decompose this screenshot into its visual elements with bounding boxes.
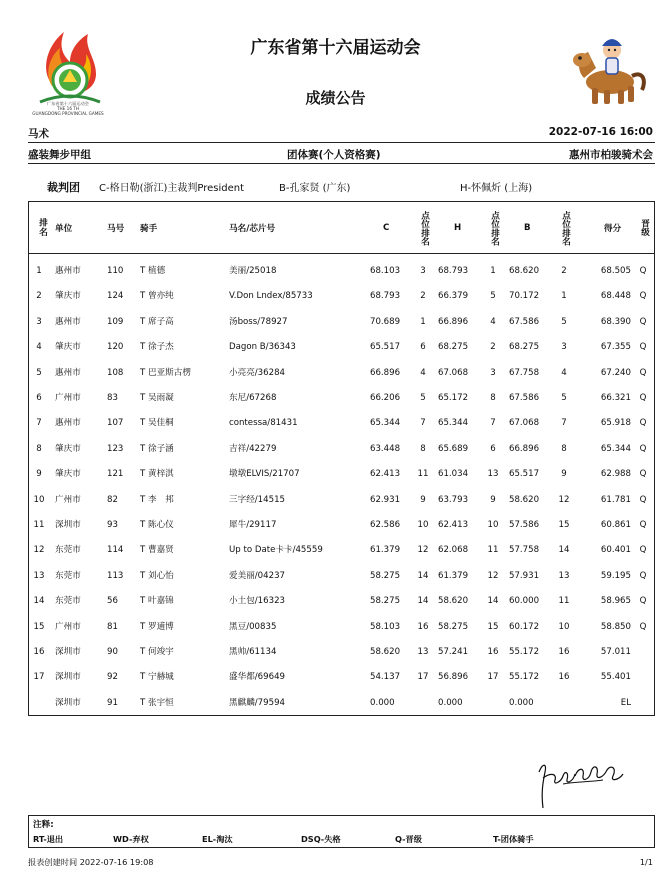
qualified-cell: Q bbox=[639, 367, 647, 378]
note-item: T-团体骑手 bbox=[493, 834, 534, 844]
page-title: 广东省第十六届运动会 bbox=[250, 38, 421, 58]
table-row bbox=[29, 691, 654, 716]
total-score-cell: 61.781 bbox=[600, 494, 631, 505]
table-row bbox=[29, 411, 654, 436]
c-score-cell: 58.620 bbox=[370, 647, 401, 657]
total-score-cell: 66.321 bbox=[600, 393, 631, 403]
c-rank-cell: 14 bbox=[417, 596, 429, 607]
c-score-cell: 62.413 bbox=[370, 469, 401, 480]
b-rank-cell: 16 bbox=[558, 672, 570, 683]
h-rank-cell: 10 bbox=[487, 520, 499, 530]
rider-cell: T 徐子涵 bbox=[140, 443, 174, 454]
page-subtitle: 成绩公告 bbox=[305, 89, 366, 107]
qualified-cell: Q bbox=[639, 316, 647, 327]
h-rank-cell: 16 bbox=[487, 647, 499, 657]
horse-no-cell: 107 bbox=[107, 418, 124, 429]
table-row bbox=[29, 386, 654, 411]
table-row bbox=[29, 462, 654, 487]
c-score-cell: 68.793 bbox=[370, 291, 401, 302]
c-rank-cell: 14 bbox=[417, 570, 429, 581]
h-score-cell: 56.896 bbox=[438, 672, 469, 683]
horse-no-cell: 124 bbox=[107, 291, 124, 302]
total-score-cell: 68.390 bbox=[600, 316, 631, 327]
b-score-cell: 67.586 bbox=[509, 393, 540, 403]
rank-cell: 14 bbox=[33, 596, 45, 607]
qualified-cell: Q bbox=[639, 621, 647, 632]
horse-no-cell: 83 bbox=[107, 393, 118, 403]
table-row bbox=[29, 284, 654, 309]
h-rank-cell: 1 bbox=[490, 266, 496, 276]
h-rank-cell: 11 bbox=[487, 545, 499, 556]
unit-cell: 惠州市 bbox=[55, 316, 81, 327]
qualified-cell bbox=[636, 640, 650, 665]
horse-no-cell: 90 bbox=[107, 647, 118, 657]
b-rank-cell: 5 bbox=[561, 316, 567, 327]
judge-b: B-孔家贤 (广东) bbox=[279, 183, 351, 194]
h-score-cell: 65.344 bbox=[438, 418, 469, 429]
total-score-cell: 57.011 bbox=[600, 647, 631, 657]
h-rank-cell: 6 bbox=[490, 443, 496, 454]
c-score-cell: 62.586 bbox=[370, 520, 401, 530]
qualified-cell bbox=[636, 665, 650, 690]
c-rank-cell: 16 bbox=[417, 621, 429, 632]
header-rank: 排名 bbox=[37, 218, 48, 238]
horse-cell: 黑麒麟/79594 bbox=[229, 697, 286, 708]
c-rank-cell: 2 bbox=[420, 291, 426, 302]
horse-cell: contessa/81431 bbox=[229, 418, 298, 429]
c-rank-cell: 13 bbox=[417, 647, 429, 657]
unit-cell: 东莞市 bbox=[55, 570, 81, 581]
c-rank-cell: 1 bbox=[420, 316, 426, 327]
b-score-cell: 65.517 bbox=[509, 469, 540, 480]
b-score-cell: 60.172 bbox=[509, 621, 540, 632]
results-table bbox=[28, 201, 655, 716]
qualified-cell: Q bbox=[639, 291, 647, 302]
h-score-cell: 66.379 bbox=[438, 291, 469, 302]
table-row bbox=[29, 361, 654, 386]
rank-cell: 8 bbox=[36, 443, 42, 454]
c-rank-cell: 7 bbox=[420, 418, 426, 429]
total-score-cell: 65.344 bbox=[600, 443, 631, 454]
h-rank-cell bbox=[485, 691, 501, 716]
b-rank-cell: 2 bbox=[561, 266, 567, 276]
header-h-rank: 点位排名 bbox=[489, 210, 500, 246]
b-rank-cell: 14 bbox=[558, 545, 570, 556]
discipline-label: 盛装舞步甲组 bbox=[28, 149, 91, 161]
c-score-cell: 0.000 bbox=[370, 697, 395, 708]
horse-no-cell: 109 bbox=[107, 316, 124, 327]
rank-cell: 15 bbox=[33, 621, 45, 632]
rider-cell: T 刘心怡 bbox=[140, 570, 174, 581]
note-item: WD-弃权 bbox=[113, 834, 149, 844]
unit-cell: 广州市 bbox=[55, 621, 81, 632]
b-score-cell: 57.758 bbox=[509, 545, 540, 556]
rider-cell: T 宁赫城 bbox=[140, 672, 174, 683]
judge-c: C-格日勒(浙江)主裁判President bbox=[99, 183, 245, 194]
c-rank-cell: 11 bbox=[417, 469, 429, 480]
c-rank-cell: 4 bbox=[420, 367, 426, 378]
h-score-cell: 61.379 bbox=[438, 570, 469, 581]
unit-cell: 东莞市 bbox=[55, 596, 81, 607]
horse-no-cell: 110 bbox=[107, 266, 124, 276]
b-rank-cell: 9 bbox=[561, 469, 567, 480]
h-score-cell: 0.000 bbox=[438, 697, 463, 708]
horse-no-cell: 93 bbox=[107, 520, 118, 530]
rank-cell: 9 bbox=[36, 469, 42, 480]
b-rank-cell: 5 bbox=[561, 393, 567, 403]
c-rank-cell: 9 bbox=[420, 494, 426, 505]
note-item: DSQ-失格 bbox=[301, 834, 341, 844]
rider-cell: T 张宇恒 bbox=[140, 697, 174, 708]
total-score-cell: 67.240 bbox=[600, 367, 631, 378]
unit-cell: 东莞市 bbox=[55, 545, 81, 556]
h-rank-cell: 15 bbox=[487, 621, 499, 632]
c-score-cell: 68.103 bbox=[370, 266, 401, 276]
b-score-cell: 67.586 bbox=[509, 316, 540, 327]
note-item: RT-退出 bbox=[33, 834, 64, 844]
header-c: C bbox=[383, 223, 390, 233]
rank-cell: 4 bbox=[36, 342, 42, 353]
b-rank-cell: 11 bbox=[558, 596, 570, 607]
horse-cell: 小亮亮/36284 bbox=[229, 367, 286, 378]
page-number: 1/1 bbox=[639, 857, 653, 867]
b-rank-cell: 16 bbox=[558, 647, 570, 657]
c-rank-cell: 10 bbox=[417, 520, 429, 530]
header-unit: 单位 bbox=[55, 224, 73, 234]
horse-no-cell: 56 bbox=[107, 596, 118, 607]
horse-cell: 盛华都/69649 bbox=[229, 672, 286, 683]
horse-cell: 小土包/16323 bbox=[229, 596, 286, 607]
rank-cell: 5 bbox=[36, 367, 42, 378]
report-created: 报表创建时间 2022-07-16 19:08 bbox=[28, 857, 154, 867]
rider-cell: T 曹嘉贤 bbox=[140, 545, 174, 556]
total-score-cell: 59.195 bbox=[600, 570, 631, 581]
h-score-cell: 67.068 bbox=[438, 367, 469, 378]
b-score-cell: 57.586 bbox=[509, 520, 540, 530]
horse-cell: 东尼/67268 bbox=[229, 393, 277, 403]
qualified-cell: Q bbox=[639, 596, 647, 607]
b-rank-cell: 13 bbox=[558, 570, 570, 581]
report-datetime: 2022-07-16 16:00 bbox=[548, 126, 653, 138]
qualified-cell: Q bbox=[639, 494, 647, 505]
header-horse-no: 马号 bbox=[107, 224, 125, 234]
header-horse: 马名/芯片号 bbox=[229, 224, 276, 234]
h-score-cell: 65.689 bbox=[438, 443, 469, 454]
horse-cell: 爱美丽/04237 bbox=[229, 570, 286, 581]
c-score-cell: 65.517 bbox=[370, 342, 401, 353]
notes-box bbox=[28, 815, 655, 848]
total-score-cell: 60.401 bbox=[600, 545, 631, 556]
b-score-cell: 60.000 bbox=[509, 596, 540, 607]
qualified-cell: Q bbox=[639, 545, 647, 556]
horse-cell: Dagon B/36343 bbox=[229, 342, 296, 353]
c-rank-cell: 12 bbox=[417, 545, 429, 556]
divider bbox=[28, 142, 655, 143]
signature bbox=[533, 752, 625, 812]
rider-cell: T 黄梓淇 bbox=[140, 469, 174, 480]
h-score-cell: 62.413 bbox=[438, 520, 469, 530]
horse-no-cell: 82 bbox=[107, 494, 118, 505]
horse-no-cell: 81 bbox=[107, 621, 118, 632]
c-score-cell: 58.275 bbox=[370, 596, 401, 607]
h-rank-cell: 17 bbox=[487, 672, 499, 683]
c-rank-cell: 17 bbox=[417, 672, 429, 683]
horse-cell: 黑豆/00835 bbox=[229, 621, 277, 632]
rank-cell: 11 bbox=[33, 520, 45, 530]
total-score-cell: 55.401 bbox=[600, 672, 631, 683]
unit-cell: 惠州市 bbox=[55, 418, 81, 429]
header-qualified: 晋级 bbox=[639, 219, 650, 237]
b-rank-cell: 7 bbox=[561, 418, 567, 429]
h-score-cell: 61.034 bbox=[438, 469, 469, 480]
note-item: Q-晋级 bbox=[395, 834, 422, 844]
table-row bbox=[29, 665, 654, 690]
horse-no-cell: 108 bbox=[107, 367, 124, 378]
horse-cell: 汤boss/78927 bbox=[229, 316, 288, 327]
h-score-cell: 57.241 bbox=[438, 647, 469, 657]
h-score-cell: 58.620 bbox=[438, 596, 469, 607]
unit-cell: 广州市 bbox=[55, 494, 81, 505]
horse-no-cell: 114 bbox=[107, 545, 124, 556]
h-score-cell: 65.172 bbox=[438, 393, 469, 403]
h-rank-cell: 5 bbox=[490, 291, 496, 302]
rank-cell: 13 bbox=[33, 570, 45, 581]
total-score-cell: 68.448 bbox=[600, 291, 631, 302]
total-score-cell: 58.965 bbox=[600, 596, 631, 607]
rank-cell: 7 bbox=[36, 418, 42, 429]
c-score-cell: 66.896 bbox=[370, 367, 401, 378]
header-c-rank: 点位排名 bbox=[419, 210, 430, 246]
b-score-cell: 0.000 bbox=[509, 697, 534, 708]
c-rank-cell: 8 bbox=[420, 443, 426, 454]
h-score-cell: 63.793 bbox=[438, 494, 469, 505]
c-rank-cell bbox=[415, 691, 431, 716]
total-score-cell: 58.850 bbox=[600, 621, 631, 632]
logo-caption: 广东省第十六届运动会 THE 16 TH GUANGDONG PROVINCIAL GAMES bbox=[32, 101, 104, 116]
horse-cell: 犀牛/29117 bbox=[229, 520, 277, 530]
header-b: B bbox=[524, 223, 531, 233]
rank-cell bbox=[29, 691, 49, 716]
total-score-cell: 60.861 bbox=[600, 520, 631, 530]
judge-h: H-怀佩炘 (上海) bbox=[460, 183, 533, 194]
horse-no-cell: 91 bbox=[107, 697, 118, 708]
total-score-cell: 65.918 bbox=[600, 418, 631, 429]
unit-cell: 惠州市 bbox=[55, 266, 81, 276]
b-rank-cell: 12 bbox=[558, 494, 570, 505]
b-score-cell: 67.068 bbox=[509, 418, 540, 429]
c-score-cell: 58.275 bbox=[370, 570, 401, 581]
unit-cell: 深圳市 bbox=[55, 520, 81, 530]
rank-cell: 12 bbox=[33, 545, 45, 556]
note-item: EL-淘汰 bbox=[202, 834, 233, 844]
divider bbox=[28, 163, 655, 164]
h-score-cell: 66.896 bbox=[438, 316, 469, 327]
h-rank-cell: 14 bbox=[487, 596, 499, 607]
b-rank-cell: 8 bbox=[561, 443, 567, 454]
qualified-cell: Q bbox=[639, 469, 647, 480]
table-row bbox=[29, 310, 654, 335]
total-score-cell: EL bbox=[620, 697, 631, 708]
unit-cell: 广州市 bbox=[55, 393, 81, 403]
c-rank-cell: 6 bbox=[420, 342, 426, 353]
rider-cell: T 罗逋博 bbox=[140, 621, 174, 632]
rider-cell: T 巴亚斯古楞 bbox=[140, 367, 191, 378]
rider-cell: T 曾亦纯 bbox=[140, 291, 174, 302]
sport-label: 马术 bbox=[28, 128, 49, 140]
rider-cell: T 何竣宇 bbox=[140, 647, 174, 657]
qualified-cell: Q bbox=[639, 342, 647, 353]
b-rank-cell: 3 bbox=[561, 342, 567, 353]
c-rank-cell: 3 bbox=[420, 266, 426, 276]
c-rank-cell: 5 bbox=[420, 393, 426, 403]
horse-no-cell: 92 bbox=[107, 672, 118, 683]
table-row bbox=[29, 589, 654, 614]
qualified-cell: Q bbox=[639, 266, 647, 276]
h-rank-cell: 7 bbox=[490, 418, 496, 429]
horse-cell: V.Don Lndex/85733 bbox=[229, 291, 313, 302]
unit-cell: 肇庆市 bbox=[55, 469, 81, 480]
b-rank-cell: 10 bbox=[558, 621, 570, 632]
table-row bbox=[29, 259, 654, 284]
total-score-cell: 62.988 bbox=[600, 469, 631, 480]
qualified-cell: Q bbox=[639, 443, 647, 454]
horse-cell: 美丽/25018 bbox=[229, 266, 277, 276]
rider-cell: T 吴雨凝 bbox=[140, 393, 174, 403]
qualified-cell: Q bbox=[639, 418, 647, 429]
b-score-cell: 66.896 bbox=[509, 443, 540, 454]
horse-cell: 黑帅/61134 bbox=[229, 647, 277, 657]
unit-cell: 肇庆市 bbox=[55, 342, 81, 353]
rank-cell: 3 bbox=[36, 316, 42, 327]
unit-cell: 深圳市 bbox=[55, 672, 81, 683]
horse-cell: 墩墩ELVIS/21707 bbox=[229, 469, 300, 480]
qualified-cell: Q bbox=[639, 393, 647, 403]
rider-cell: T 植德 bbox=[140, 266, 166, 276]
b-score-cell: 55.172 bbox=[509, 672, 540, 683]
b-score-cell: 55.172 bbox=[509, 647, 540, 657]
rank-cell: 2 bbox=[36, 291, 42, 302]
qualified-cell bbox=[636, 691, 650, 716]
table-row bbox=[29, 488, 654, 513]
b-score-cell: 68.275 bbox=[509, 342, 540, 353]
h-rank-cell: 13 bbox=[487, 469, 499, 480]
horse-no-cell: 113 bbox=[107, 570, 124, 581]
c-score-cell: 70.689 bbox=[370, 316, 401, 327]
horse-cell: Up to Date卡卡/45559 bbox=[229, 545, 323, 556]
table-row bbox=[29, 564, 654, 589]
table-row bbox=[29, 437, 654, 462]
header-h: H bbox=[454, 223, 462, 233]
rider-cell: T 李 邦 bbox=[140, 494, 174, 505]
rank-cell: 1 bbox=[36, 266, 42, 276]
qualified-cell: Q bbox=[639, 520, 647, 530]
h-score-cell: 58.275 bbox=[438, 621, 469, 632]
table-row bbox=[29, 513, 654, 538]
b-score-cell: 70.172 bbox=[509, 291, 540, 302]
unit-cell: 肇庆市 bbox=[55, 443, 81, 454]
unit-cell: 深圳市 bbox=[55, 697, 81, 708]
rank-cell: 16 bbox=[33, 647, 45, 657]
header-rider: 骑手 bbox=[140, 224, 158, 234]
rank-cell: 17 bbox=[33, 672, 45, 683]
b-rank-cell: 4 bbox=[561, 367, 567, 378]
c-score-cell: 62.931 bbox=[370, 494, 401, 505]
h-rank-cell: 9 bbox=[490, 494, 496, 505]
c-score-cell: 61.379 bbox=[370, 545, 401, 556]
b-score-cell: 67.758 bbox=[509, 367, 540, 378]
h-rank-cell: 3 bbox=[490, 367, 496, 378]
unit-cell: 惠州市 bbox=[55, 367, 81, 378]
b-score-cell: 68.620 bbox=[509, 266, 540, 276]
h-rank-cell: 4 bbox=[490, 316, 496, 327]
rider-cell: T 吴佳桐 bbox=[140, 418, 174, 429]
b-rank-cell: 1 bbox=[561, 291, 567, 302]
horse-no-cell: 120 bbox=[107, 342, 124, 353]
h-score-cell: 68.275 bbox=[438, 342, 469, 353]
b-score-cell: 57.931 bbox=[509, 570, 540, 581]
judges-label: 裁判团 bbox=[47, 181, 80, 194]
table-row bbox=[29, 538, 654, 563]
c-score-cell: 63.448 bbox=[370, 443, 401, 454]
h-score-cell: 62.068 bbox=[438, 545, 469, 556]
rider-cell: T 陈心仪 bbox=[140, 520, 174, 530]
b-rank-cell bbox=[555, 691, 573, 716]
c-score-cell: 66.206 bbox=[370, 393, 401, 403]
rider-cell: T 徐子杰 bbox=[140, 342, 174, 353]
horse-no-cell: 123 bbox=[107, 443, 124, 454]
c-score-cell: 54.137 bbox=[370, 672, 401, 683]
total-score-cell: 68.505 bbox=[600, 266, 631, 276]
header-b-rank: 点位排名 bbox=[560, 210, 571, 246]
rank-cell: 6 bbox=[36, 393, 42, 403]
qualified-cell: Q bbox=[639, 570, 647, 581]
table-row bbox=[29, 640, 654, 665]
b-rank-cell: 15 bbox=[558, 520, 570, 530]
h-score-cell: 68.793 bbox=[438, 266, 469, 276]
table-row bbox=[29, 615, 654, 640]
venue-label: 惠州市柏骏骑术会 bbox=[569, 149, 653, 161]
b-score-cell: 58.620 bbox=[509, 494, 540, 505]
horse-no-cell: 121 bbox=[107, 469, 124, 480]
horse-cell: 吉祥/42279 bbox=[229, 443, 277, 454]
rank-cell: 10 bbox=[33, 494, 45, 505]
h-rank-cell: 12 bbox=[487, 570, 499, 581]
rider-cell: T 席子高 bbox=[140, 316, 174, 327]
unit-cell: 深圳市 bbox=[55, 647, 81, 657]
notes-title: 注释: bbox=[33, 820, 54, 830]
c-score-cell: 58.103 bbox=[370, 621, 401, 632]
table-row bbox=[29, 335, 654, 360]
rider-cell: T 叶嘉锦 bbox=[140, 596, 174, 607]
header-score: 得分 bbox=[604, 224, 622, 234]
c-score-cell: 65.344 bbox=[370, 418, 401, 429]
event-label: 团体赛(个人资格赛) bbox=[287, 149, 381, 161]
h-rank-cell: 2 bbox=[490, 342, 496, 353]
h-rank-cell: 8 bbox=[490, 393, 496, 403]
total-score-cell: 67.355 bbox=[600, 342, 631, 353]
table-header bbox=[29, 202, 654, 254]
horse-cell: 三字经/14515 bbox=[229, 494, 286, 505]
unit-cell: 肇庆市 bbox=[55, 291, 81, 302]
